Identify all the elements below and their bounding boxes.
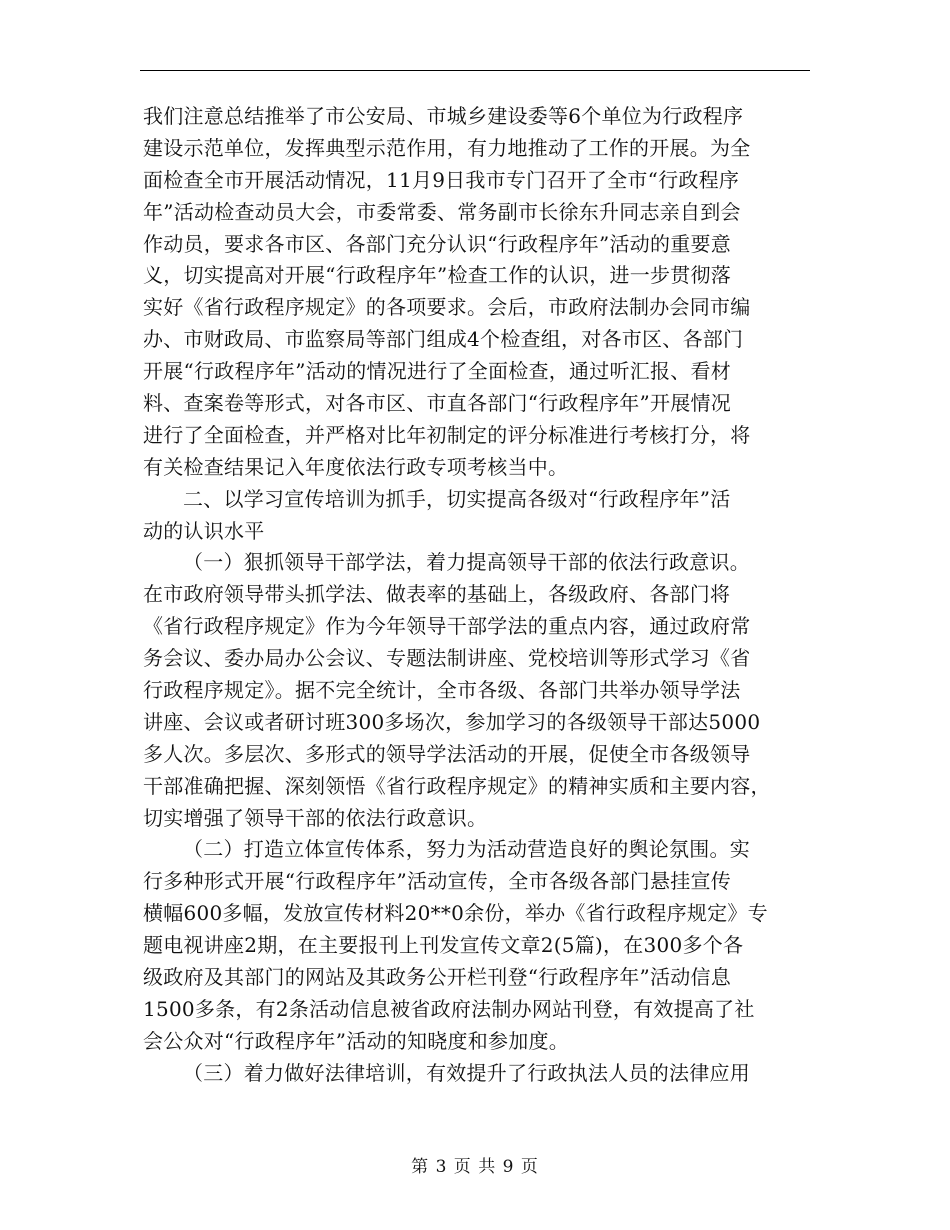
text-line: 行政程序规定》。据不完全统计，全市各级、各部门共举办领导学法 [143,678,741,703]
text-line: 料、查案卷等形式，对各市区、市直各部门“行政程序年”开展情况 [143,391,731,416]
text-line: 开展“行政程序年”活动的情况进行了全面检查，通过听汇报、看材 [143,359,731,384]
text-line: 多人次。多层次、多形式的领导学法活动的开展，促使全市各级领导 [143,741,751,766]
text-line: 进行了全面检查，并严格对比年初制定的评分标准进行考核打分，将 [143,422,751,447]
text-line: 年”活动检查动员大会，市委常委、常务副市长徐东升同志亲自到会 [143,199,741,224]
text-line: 我们注意总结推举了市公安局、市城乡建设委等6个单位为行政程序 [143,104,744,128]
section-heading-line: 动的认识水平 [143,518,265,543]
text-line: 1500多条，有2条活动信息被省政府法制办网站刊登，有效提高了社 [143,996,755,1021]
text-line: 办、市财政局、市监察局等部门组成4个检查组，对各市区、各部门 [143,327,744,352]
text-line: 义，切实提高对开展“行政程序年”检查工作的认识，进一步贯彻落 [143,263,731,288]
subsection-line: （三）着力做好法律培训，有效提升了行政执法人员的法律应用 [183,1060,750,1085]
text-line: 级政府及其部门的网站及其政务公开栏刊登“行政程序年”活动信息 [143,965,731,990]
text-line: 《省行政程序规定》作为今年领导干部学法的重点内容，通过政府常 [143,614,751,639]
document-body [143,101,811,1090]
text-line: 务会议、委办局办公会议、专题法制讲座、党校培训等形式学习《省 [143,646,751,671]
text-line: 会公众对“行政程序年”活动的知晓度和参加度。 [143,1028,569,1053]
text-line: 题电视讲座2期，在主要报刊上刊发宣传文章2(5篇)，在300多个各 [143,933,744,958]
text-line: 干部准确把握、深刻领悟《省行政程序规定》的精神实质和主要内容， [143,773,771,798]
text-line: 作动员，要求各市区、各部门充分认识“行政程序年”活动的重要意 [143,231,731,256]
header-rule [140,70,810,71]
text-line: 面检查全市开展活动情况，11月9日我市专门召开了全市“行政程序 [143,167,740,192]
section-heading-line: 二、以学习宣传培训为抓手，切实提高各级对“行政程序年”活 [183,486,731,511]
text-line: 行多种形式开展“行政程序年”活动宣传，全市各级各部门悬挂宣传 [143,869,731,894]
text-line: 切实增强了领导干部的依法行政意识。 [143,805,488,830]
text-line: 实好《省行政程序规定》的各项要求。会后，市政府法制办会同市编 [143,295,751,320]
text-line: 建设示范单位，发挥典型示范作用，有力地推动了工作的开展。为全 [143,135,751,160]
subsection-line: （一）狠抓领导干部学法，着力提高领导干部的依法行政意识。 [183,550,750,575]
page-number: 第 3 页 共 9 页 [411,1157,539,1177]
subsection-line: （二）打造立体宣传体系，努力为活动营造良好的舆论氛围。实 [183,837,750,862]
text-line: 有关检查结果记入年度依法行政专项考核当中。 [143,454,569,479]
text-line: 讲座、会议或者研讨班300多场次，参加学习的各级领导干部达5000 [143,709,761,734]
text-line: 横幅600多幅，发放宣传材料20**0余份，举办《省行政程序规定》专 [143,901,768,926]
text-line: 在市政府领导带头抓学法、做表率的基础上，各级政府、各部门将 [143,582,731,607]
